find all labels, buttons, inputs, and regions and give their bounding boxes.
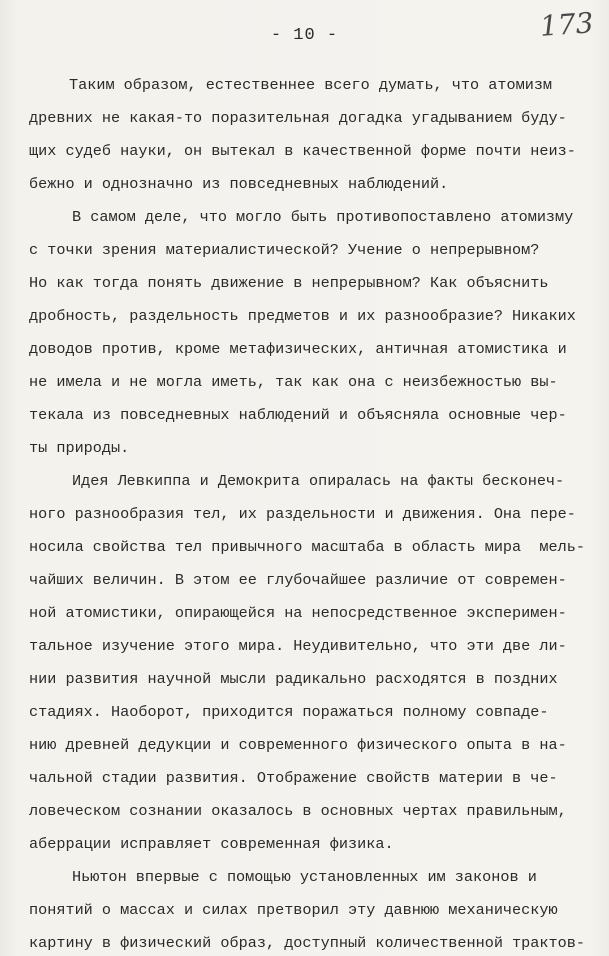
text-line: бежно и однозначно из повседневных наблюдений. [29, 175, 449, 193]
text-line: Но как тогда понять движение в непрерывном? Как объяснить [29, 274, 549, 292]
text-line: дробность, раздельность предметов и их разнообразие? Никаких [29, 307, 576, 325]
handwritten-archive-number: 173 [538, 6, 595, 43]
text-line: текала из повседневных наблюдений и объясняла основные чер- [29, 406, 567, 424]
text-line: носила свойства тел привычного масштаба в область мира мель- [29, 538, 585, 556]
page-number: - 10 - [270, 26, 339, 45]
text-line: тальное изучение этого мира. Неудивительно, что эти две ли- [29, 637, 567, 655]
text-line: В самом деле, что могло быть противопоставлено атомизму [72, 208, 574, 226]
text-line: не имела и не могла иметь, так как она с неизбежностью вы- [29, 373, 558, 391]
text-line: стадиях. Наоборот, приходится поражаться полному совпаде- [29, 703, 549, 721]
text-line: Ньютон впервые с помощью установленных им законов и [72, 868, 537, 886]
text-line: картину в физический образ, доступный количественной трактов- [29, 934, 585, 952]
text-line: ловеческом сознании оказалось в основных чертах правильным, [29, 802, 567, 820]
text-line: щих судеб науки, он вытекал в качественной форме почти неиз- [29, 142, 576, 160]
text-line: нию древней дедукции и современного физического опыта в на- [29, 736, 567, 754]
text-line: аберрации исправляет современная физика. [29, 835, 394, 853]
text-line: нии развития научной мысли радикально расходятся в поздних [29, 670, 558, 688]
text-line: Таким образом, естественнее всего думать, что атомизм [69, 76, 553, 94]
text-line: ной атомистики, опирающейся на непосредственное эксперимен- [29, 604, 567, 622]
text-line: чайших величин. В этом ее глубочайшее различие от современ- [29, 571, 567, 589]
text-line: чальной стадии развития. Отображение свойств материи в че- [29, 769, 558, 787]
text-line: ты природы. [29, 439, 130, 457]
text-line: Идея Левкиппа и Демокрита опиралась на факты бесконеч- [72, 472, 565, 490]
text-line: доводов против, кроме метафизических, античная атомистика и [29, 340, 567, 358]
text-line: понятий о массах и силах претворил эту давнюю механическую [29, 901, 558, 919]
text-line: с точки зрения материалистической? Учение о непрерывном? [29, 241, 540, 259]
text-line: древних не какая-то поразительная догадка угадыванием буду- [29, 109, 567, 127]
text-line: ного разнообразия тел, их раздельности и движения. Она пере- [29, 505, 576, 523]
